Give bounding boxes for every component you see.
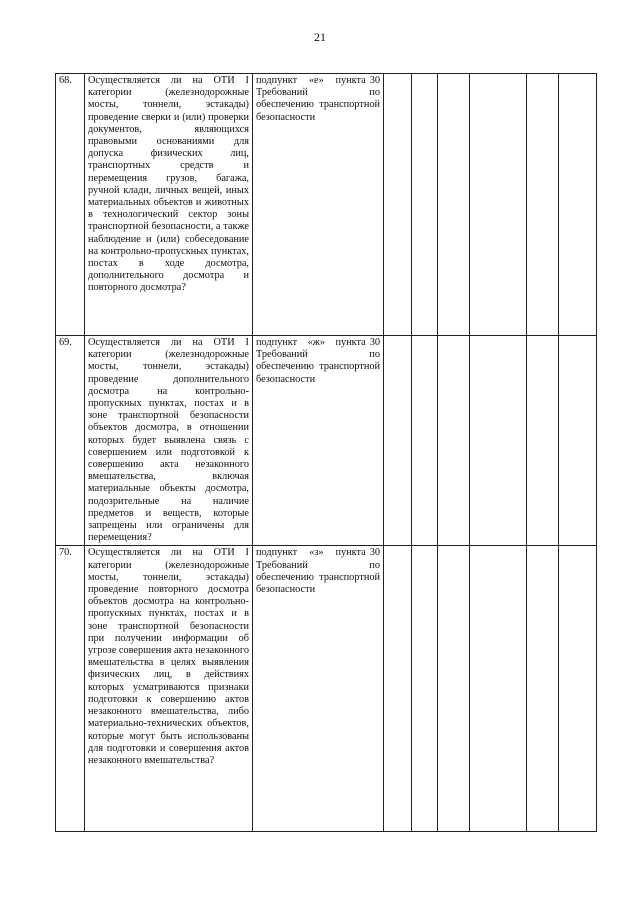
page-number: 21	[314, 30, 326, 44]
answer-na-cell[interactable]	[438, 546, 470, 832]
extra-cell[interactable]	[527, 546, 559, 832]
row-number: 68.	[56, 74, 85, 336]
answer-no-cell[interactable]	[412, 74, 438, 336]
table-row	[56, 74, 597, 336]
clause-number: 30	[369, 75, 380, 86]
answer-no-cell[interactable]	[412, 546, 438, 832]
reference-text: подпункт «е» пункта Требований по обеспечению транспортной безопасности	[256, 75, 380, 123]
answer-na-cell[interactable]	[438, 336, 470, 546]
answer-yes-cell[interactable]	[384, 74, 412, 336]
clause-number: 30	[369, 337, 380, 348]
answer-yes-cell[interactable]	[384, 336, 412, 546]
question-text: Осуществляется ли на ОТИ I категории (железнодорожные мосты, тоннели, эстакады) проведение повторного досмотра объектов досмотра на контрольно-пропускных пунктах, постах и в зоне транспортной безопасности при получении информации об угрозе совершения акта незаконного вмешательства в целях выявления физических лиц, в действиях которых усматриваются признаки подготовки к совершению актов незаконного вмешательства, либо материально-технических объектов, которые могут быть использованы для подготовки и совершения актов незаконного вмешательства?	[85, 546, 253, 832]
extra-cell[interactable]	[559, 336, 597, 546]
table-row	[56, 546, 597, 832]
answer-yes-cell[interactable]	[384, 546, 412, 832]
extra-cell[interactable]	[527, 336, 559, 546]
note-cell[interactable]	[470, 546, 527, 832]
reference-text: подпункт «ж» пункта Требований по обеспечению транспортной безопасности	[256, 337, 380, 385]
extra-cell[interactable]	[559, 546, 597, 832]
requirement-reference	[253, 336, 384, 546]
reference-text: подпункт «з» пункта Требований по обеспечению транспортной безопасности	[256, 547, 380, 596]
table-row	[56, 336, 597, 546]
requirement-reference	[253, 546, 384, 832]
note-cell[interactable]	[470, 336, 527, 546]
extra-cell[interactable]	[559, 74, 597, 336]
row-number: 69.	[56, 336, 85, 546]
row-number: 70.	[56, 546, 85, 832]
checklist-table	[55, 73, 597, 832]
question-text: Осуществляется ли на ОТИ I категории (железнодорожные мосты, тоннели, эстакады) проведение сверки и (или) проверки документов, являющихся правовыми основаниями для допуска физических лиц, транспортных средств и перемещения грузов, багажа, ручной клади, личных вещей, иных материальных объектов и животных в технологический сектор зоны транспортной безопасности, а также наблюдение и (или) собеседование на контрольно-пропускных пунктах, постах в ходе досмотра, дополнительного досмотра и повторного досмотра?	[85, 74, 253, 336]
note-cell[interactable]	[470, 74, 527, 336]
requirement-reference	[253, 74, 384, 336]
answer-na-cell[interactable]	[438, 74, 470, 336]
answer-no-cell[interactable]	[412, 336, 438, 546]
clause-number: 30	[369, 547, 380, 559]
question-text: Осуществляется ли на ОТИ I категории (железнодорожные мосты, тоннели, эстакады) проведение дополнительного досмотра на контрольно-пропускных пунктах, постах и в зоне транспортной безопасности объектов досмотра, в отношении которых будет выявлена связь с совершением или подготовкой к совершению акта незаконного вмешательства, включая материальные объекты досмотра, подозрительные на наличие предметов и веществ, которые запрещены или ограничены для перемещения?	[85, 336, 253, 546]
extra-cell[interactable]	[527, 74, 559, 336]
